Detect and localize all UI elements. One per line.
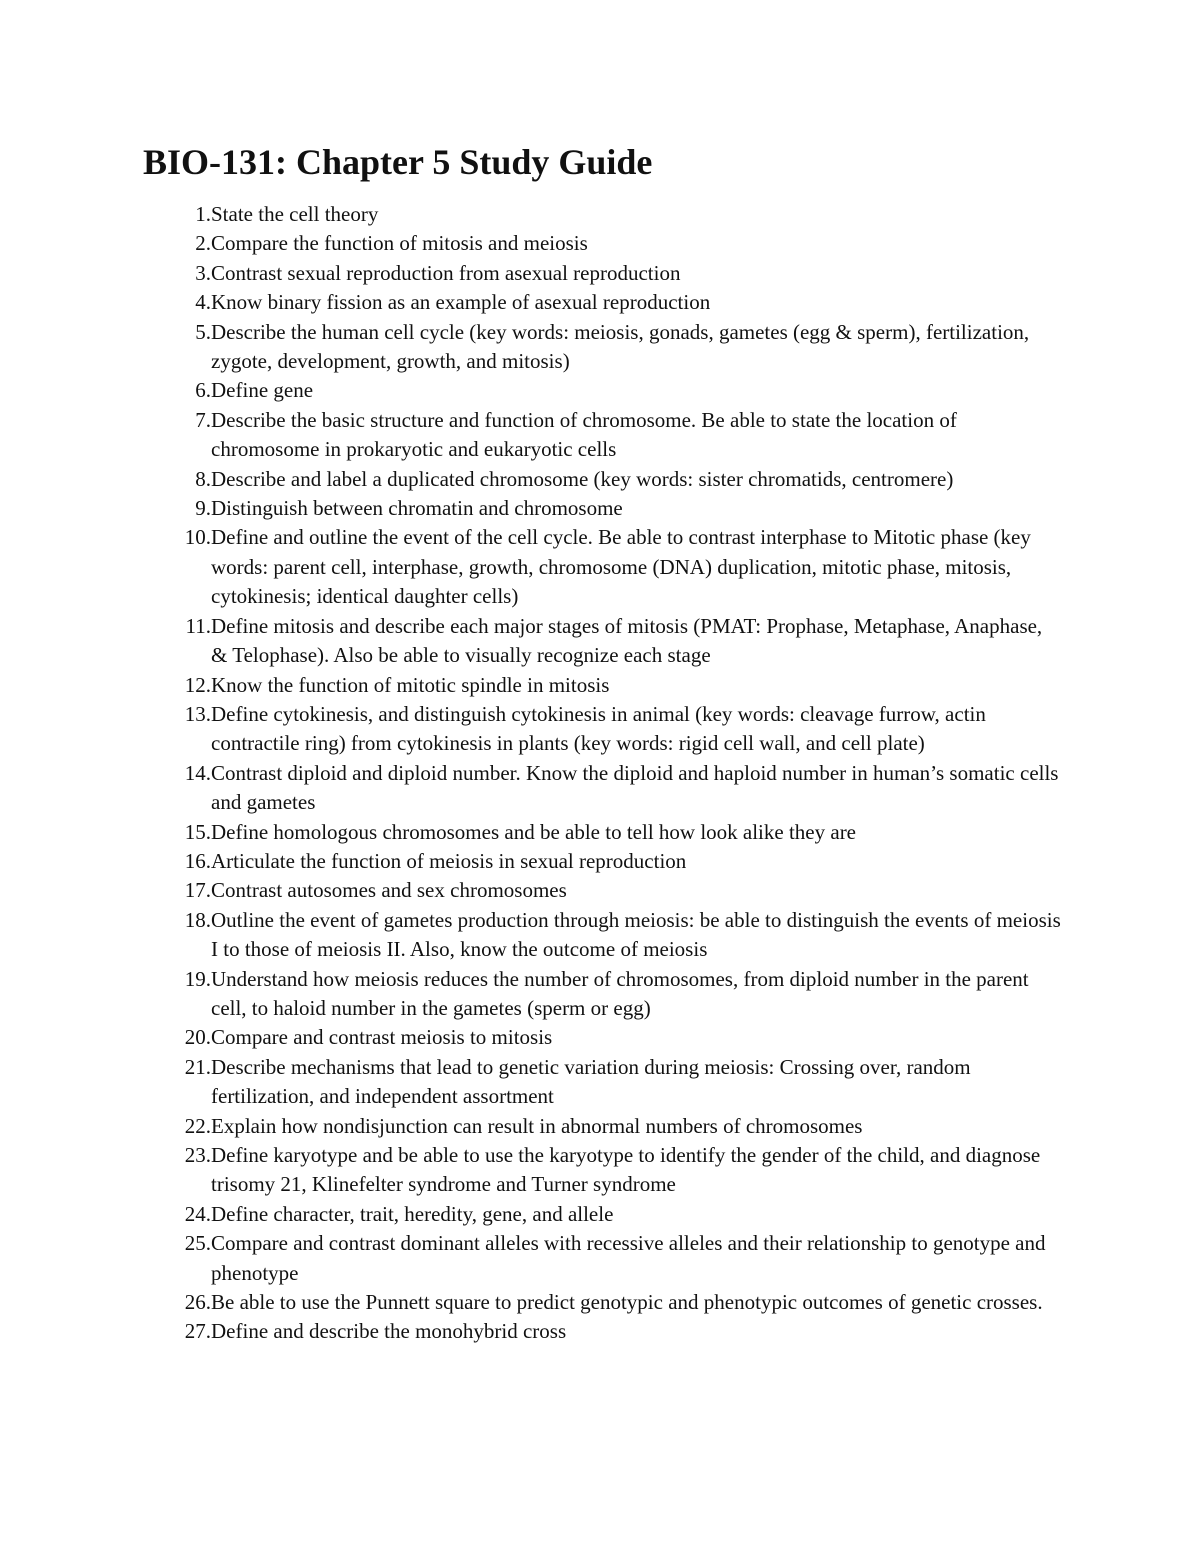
list-item-number-label: 17. xyxy=(184,878,211,903)
list-item-number-label: 10. xyxy=(184,525,211,550)
list-item-number-label: 4. xyxy=(195,290,211,315)
list-item xyxy=(143,229,1063,258)
list-item-text: Define homologous chromosomes and be able to tell how look alike they are xyxy=(211,819,857,844)
list-item-number-label: 6. xyxy=(195,378,211,403)
list-item-text: Articulate the function of meiosis in sexual reproduction xyxy=(211,848,687,873)
list-item-text: Describe the human cell cycle (key words: meiosis, gonads, gametes (egg & sperm), fertilization, zygote, development, growth, and mitosis) xyxy=(211,319,1030,374)
list-item xyxy=(143,1200,1063,1229)
list-item-text: Compare and contrast meiosis to mitosis xyxy=(211,1025,553,1050)
list-item-number xyxy=(143,523,211,611)
list-item-number-label: 24. xyxy=(184,1201,211,1226)
list-item-number-label: 11. xyxy=(185,613,211,638)
list-item xyxy=(143,318,1063,377)
list-item-text: Define mitosis and describe each major stages of mitosis (PMAT: Prophase, Metaphase, Anaphase, & Telophase). Also be able to visually recognize each stage xyxy=(211,613,1043,668)
list-item xyxy=(143,376,1063,405)
list-item-text: Be able to use the Punnett square to predict genotypic and phenotypic outcomes of genetic crosses. xyxy=(211,1290,1043,1315)
list-item xyxy=(143,1053,1063,1112)
list-item xyxy=(143,965,1063,1024)
list-item-number xyxy=(143,406,211,465)
list-item xyxy=(143,700,1063,759)
list-item-text: Define gene xyxy=(211,378,314,403)
list-item xyxy=(143,759,1063,818)
list-item-number-label: 18. xyxy=(184,907,211,932)
list-item xyxy=(143,1317,1063,1346)
list-item-text: Contrast sexual reproduction from asexual reproduction xyxy=(211,260,681,285)
list-item-number-label: 12. xyxy=(184,672,211,697)
list-item-number xyxy=(143,1023,211,1052)
list-item-number xyxy=(143,671,211,700)
list-item-number xyxy=(143,1288,211,1317)
list-item-text: Compare and contrast dominant alleles with recessive alleles and their relationship to genotype and phenotype xyxy=(211,1231,1046,1285)
list-item-number xyxy=(143,759,211,818)
list-item xyxy=(143,818,1063,847)
list-item xyxy=(143,1288,1063,1317)
list-item-number-label: 14. xyxy=(184,760,211,785)
list-item-text: Understand how meiosis reduces the number of chromosomes, from diploid number in the parent cell, to haloid number in the gametes (sperm or egg) xyxy=(211,966,1029,1020)
list-item-number-label: 5. xyxy=(195,319,211,344)
list-item-number-label: 15. xyxy=(184,819,211,844)
list-item-number-label: 9. xyxy=(195,496,211,521)
list-item-number xyxy=(143,1200,211,1229)
list-item xyxy=(143,1229,1063,1288)
list-item-text: Contrast autosomes and sex chromosomes xyxy=(211,878,567,903)
list-item xyxy=(143,259,1063,288)
list-item-text: Distinguish between chromatin and chromosome xyxy=(211,496,623,521)
list-item-number-label: 13. xyxy=(184,701,211,726)
list-item-number-label: 23. xyxy=(184,1143,211,1167)
list-item xyxy=(143,288,1063,317)
list-item-number xyxy=(143,229,211,258)
list-item xyxy=(143,847,1063,876)
list-item-number xyxy=(143,906,211,965)
list-item-number xyxy=(143,376,211,405)
list-item xyxy=(143,1112,1063,1141)
list-item-text: Contrast diploid and diploid number. Know the diploid and haploid number in human’s somatic cells and gametes xyxy=(211,760,1059,815)
list-item-number xyxy=(143,494,211,523)
list-item-number-label: 20. xyxy=(184,1025,211,1050)
page-title: BIO-131: Chapter 5 Study Guide xyxy=(143,142,653,182)
list-item-number-label: 16. xyxy=(184,848,211,873)
list-item xyxy=(143,523,1063,611)
list-item-number xyxy=(143,259,211,288)
list-item-number xyxy=(143,1112,211,1141)
list-item-number xyxy=(143,847,211,876)
list-item-text: Define karyotype and be able to use the karyotype to identify the gender of the child, and diagnose trisomy 21, Klinefelter syndrome and Turner syndrome xyxy=(211,1143,1041,1197)
list-item-number-label: 22. xyxy=(184,1113,211,1138)
list-item-number xyxy=(143,818,211,847)
list-item-number-label: 27. xyxy=(184,1319,211,1344)
list-item-number-label: 21. xyxy=(184,1054,211,1079)
list-item-number-label: 8. xyxy=(195,466,211,491)
list-item xyxy=(143,671,1063,700)
list-item-number xyxy=(143,965,211,1024)
list-item-text: Define and outline the event of the cell cycle. Be able to contrast interphase to Mitotic phase (key words: parent cell, interphase, growth, chromosome (DNA) duplication, mitotic phase, mitosis, cytokinesis; identical daughter cells) xyxy=(211,525,1031,609)
list-item-number-label: 7. xyxy=(195,407,211,432)
list-item-text: Describe the basic structure and function of chromosome. Be able to state the location of chromosome in prokaryotic and eukaryotic cells xyxy=(211,407,957,462)
list-item-text: Know the function of mitotic spindle in mitosis xyxy=(211,672,610,697)
list-item xyxy=(143,494,1063,523)
list-item-number xyxy=(143,612,211,671)
list-item xyxy=(143,406,1063,465)
list-item-number-label: 3. xyxy=(195,260,211,285)
list-item-number xyxy=(143,1317,211,1346)
list-item-text: Define cytokinesis, and distinguish cytokinesis in animal (key words: cleavage furrow, actin contractile ring) from cytokinesis in plants (key words: rigid cell wall, and cell plate) xyxy=(211,701,986,756)
list-item-text: Describe and label a duplicated chromosome (key words: sister chromatids, centromere) xyxy=(211,466,954,491)
list-item xyxy=(143,465,1063,494)
list-item-number-label: 1. xyxy=(195,202,211,226)
list-item-number xyxy=(143,1141,211,1200)
study-guide-list xyxy=(143,200,1063,1347)
list-item xyxy=(143,612,1063,671)
list-item xyxy=(143,1141,1063,1200)
list-item-number-label: 25. xyxy=(184,1231,211,1256)
list-item-number xyxy=(143,1229,211,1288)
list-item xyxy=(143,200,1063,229)
list-item-text: Describe mechanisms that lead to genetic variation during meiosis: Crossing over, random fertilization, and independent assortment xyxy=(211,1054,971,1109)
list-item-text: Define and describe the monohybrid cross xyxy=(211,1319,567,1344)
list-item xyxy=(143,1023,1063,1052)
list-item-number-label: 19. xyxy=(184,966,211,991)
list-item-number xyxy=(143,876,211,905)
list-item-text: Define character, trait, heredity, gene, and allele xyxy=(211,1201,614,1226)
list-item-number xyxy=(143,1053,211,1112)
list-item-number xyxy=(143,318,211,377)
list-item-number xyxy=(143,200,211,229)
list-item xyxy=(143,876,1063,905)
list-item-number-label: 2. xyxy=(195,231,211,256)
list-item-number xyxy=(143,288,211,317)
list-item-number xyxy=(143,700,211,759)
list-item xyxy=(143,906,1063,965)
list-item-text: Know binary fission as an example of asexual reproduction xyxy=(211,290,711,315)
list-item-text: Compare the function of mitosis and meiosis xyxy=(211,231,588,256)
list-item-text: Explain how nondisjunction can result in abnormal numbers of chromosomes xyxy=(211,1113,863,1138)
list-item-number xyxy=(143,465,211,494)
list-item-text: State the cell theory xyxy=(211,202,379,226)
list-item-text: Outline the event of gametes production through meiosis: be able to distinguish the events of meiosis I to those of meiosis II. Also, know the outcome of meiosis xyxy=(211,907,1061,962)
list-item-number-label: 26. xyxy=(184,1290,211,1315)
